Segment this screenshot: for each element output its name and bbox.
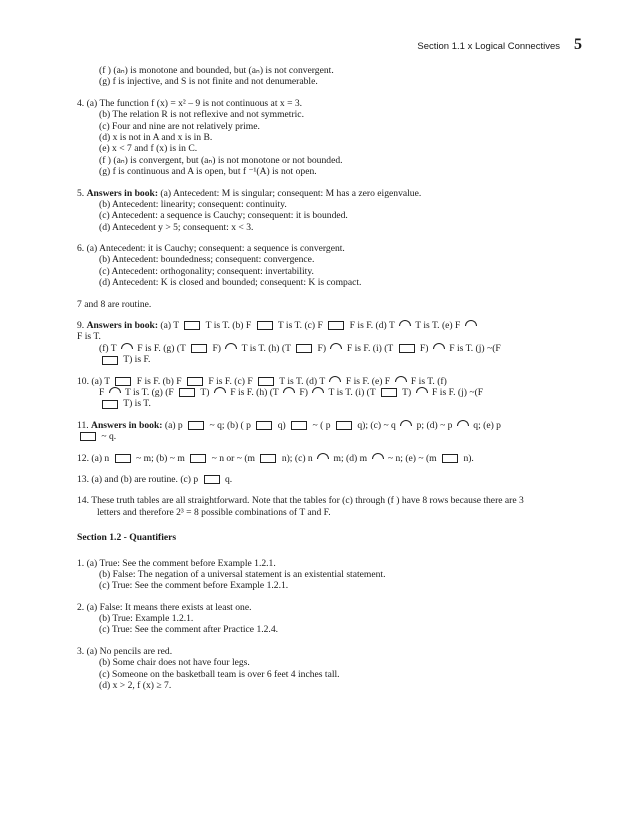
answer-line: (b) Antecedent: linearity; consequent: continuity.: [99, 198, 287, 210]
spacer: [77, 544, 577, 558]
answer-list: [77, 65, 577, 691]
connective-arc-icon: [214, 387, 226, 393]
spacer: [77, 464, 577, 474]
connective-box-icon: [336, 421, 352, 430]
answer-line: 2. (a) False: It means there exists at least one.: [77, 601, 252, 613]
spacer: [77, 310, 577, 320]
connective-arc-icon: [109, 387, 121, 393]
answer-line: 13. (a) and (b) are routine. (c) p q.: [77, 473, 233, 485]
answer-line: 5. Answers in book: (a) Antecedent: M is singular; consequent: M has a zero eigenvalue.: [77, 187, 422, 199]
answer-line: (d) x > 2, f (x) ≥ 7.: [99, 680, 172, 692]
connective-arc-icon: [225, 343, 237, 349]
answer-line: (d) Antecedent: K is closed and bounded; consequent: K is compact.: [99, 277, 362, 289]
answer-line: ~ q.: [77, 431, 577, 442]
answer-line: T) is T.: [77, 398, 577, 409]
connective-box-icon: [115, 454, 131, 463]
answer-line: 11. Answers in book: (a) p ~ q; (b) ( p q) ~ ( p q); (c) ~ q p; (d) ~ p q; (e) p: [77, 419, 501, 431]
spacer: [77, 592, 577, 602]
connective-box-icon: [191, 344, 207, 353]
connective-arc-icon: [395, 376, 407, 382]
connective-box-icon: [187, 377, 203, 386]
connective-box-icon: [296, 344, 312, 353]
connective-arc-icon: [400, 420, 412, 426]
spacer: [77, 178, 577, 188]
connective-arc-icon: [457, 420, 469, 426]
answer-line: (f) T F is F. (g) (T F) T is T. (h) (T F) F is F. (i) (T F) F is T. (j) ~(F: [99, 342, 501, 354]
answer-line: (d) Antecedent y > 5; consequent: x < 3.: [99, 221, 254, 233]
connective-arc-icon: [330, 343, 342, 349]
connective-box-icon: [184, 321, 200, 330]
answer-line: 7 and 8 are routine.: [77, 298, 152, 310]
connective-arc-icon: [465, 320, 477, 326]
spacer: [77, 366, 577, 376]
connective-box-icon: [442, 454, 458, 463]
answer-line: (c) True: See the comment after Practice 1.2.4.: [99, 624, 279, 636]
connective-arc-icon: [121, 343, 133, 349]
answer-line: 6. (a) Antecedent: it is Cauchy; consequent: a sequence is convergent.: [77, 243, 345, 255]
connective-arc-icon: [433, 343, 445, 349]
answer-line: (b) Antecedent: boundedness; consequent: convergence.: [99, 254, 315, 266]
connective-box-icon: [204, 475, 220, 484]
answer-line: (f ) (aₙ) is convergent, but (aₙ) is not monotone or not bounded.: [99, 154, 343, 166]
spacer: [77, 289, 577, 299]
spacer: [77, 443, 577, 453]
answer-line: (b) True: Example 1.2.1.: [99, 613, 194, 625]
answer-line: (f ) (aₙ) is monotone and bounded, but (aₙ) is not convergent.: [99, 65, 334, 76]
spacer: [77, 410, 577, 420]
connective-box-icon: [115, 377, 131, 386]
answer-line: (c) Antecedent: a sequence is Cauchy; consequent: it is bounded.: [99, 210, 348, 222]
section-heading: Section 1.2 - Quantifiers: [77, 532, 177, 544]
answer-line: (c) True: See the comment before Example 1.2.1.: [99, 580, 289, 592]
answer-line: (b) Some chair does not have four legs.: [99, 657, 250, 669]
answer-line: 3. (a) No pencils are red.: [77, 645, 173, 657]
answer-line: F is T.: [77, 331, 101, 343]
connective-box-icon: [381, 388, 397, 397]
connective-arc-icon: [317, 453, 329, 459]
connective-box-icon: [257, 321, 273, 330]
answer-line: (b) The relation R is not reflexive and not symmetric.: [99, 109, 304, 121]
answer-line: 14. These truth tables are all straightforward. Note that the tables for (c) through (f ) have 8 rows because there are 3: [77, 495, 524, 507]
connective-arc-icon: [399, 320, 411, 326]
answer-line: (g) f is injective, and S is not finite and not denumerable.: [99, 76, 318, 88]
answer-line: 9. Answers in book: (a) T T is T. (b) F T is T. (c) F F is F. (d) T T is T. (e) F: [77, 320, 577, 331]
connective-box-icon: [102, 356, 118, 365]
answer-line: T) is F.: [77, 354, 577, 365]
answer-line: (c) Antecedent: orthogonality; consequent: invertability.: [99, 265, 314, 277]
connective-box-icon: [102, 400, 118, 409]
connective-box-icon: [256, 421, 272, 430]
answer-line: (c) Four and nine are not relatively prime.: [99, 120, 260, 132]
connective-box-icon: [291, 421, 307, 430]
connective-box-icon: [179, 388, 195, 397]
connective-arc-icon: [416, 387, 428, 393]
connective-box-icon: [188, 421, 204, 430]
answer-line: letters and therefore 2³ = 8 possible combinations of T and F.: [97, 506, 331, 518]
connective-arc-icon: [312, 387, 324, 393]
answer-line: 4. (a) The function f (x) = x² – 9 is not continuous at x = 3.: [77, 97, 303, 109]
spacer: [77, 518, 577, 532]
answer-line: (e) x < 7 and f (x) is in C.: [99, 143, 198, 155]
connective-arc-icon: [372, 453, 384, 459]
connective-box-icon: [399, 344, 415, 353]
spacer: [77, 636, 577, 646]
answer-line: (d) x is not in A and x is in B.: [99, 131, 213, 143]
spacer: [77, 485, 577, 495]
connective-box-icon: [258, 377, 274, 386]
answer-line: (b) False: The negation of a universal statement is an existential statement.: [99, 568, 386, 580]
connective-box-icon: [260, 454, 276, 463]
answer-line: F T is T. (g) (F T) F is F. (h) (T F) T is T. (i) (T T) F is F. (j) ~(F: [99, 386, 484, 398]
spacer: [77, 233, 577, 243]
answer-line: 12. (a) n ~ m; (b) ~ m ~ n or ~ (m n); (c) n m; (d) m ~ n; (e) ~ (m n).: [77, 452, 474, 464]
connective-box-icon: [328, 321, 344, 330]
connective-box-icon: [190, 454, 206, 463]
answer-line: (c) Someone on the basketball team is over 6 feet 4 inches tall.: [99, 668, 340, 680]
running-header: [417, 36, 582, 54]
section-title: Section 1.1 x Logical Connectives: [417, 41, 560, 52]
connective-box-icon: [80, 432, 96, 441]
answer-line: 10. (a) T F is F. (b) F F is F. (c) F T is T. (d) T F is F. (e) F F is T. (f): [77, 375, 447, 387]
connective-arc-icon: [283, 387, 295, 393]
connective-arc-icon: [329, 376, 341, 382]
spacer: [77, 88, 577, 98]
answer-line: 1. (a) True: See the comment before Example 1.2.1.: [77, 557, 276, 569]
answer-line: (g) f is continuous and A is open, but f ⁻¹(A) is not open.: [99, 166, 317, 178]
page-number: 5: [574, 36, 582, 53]
